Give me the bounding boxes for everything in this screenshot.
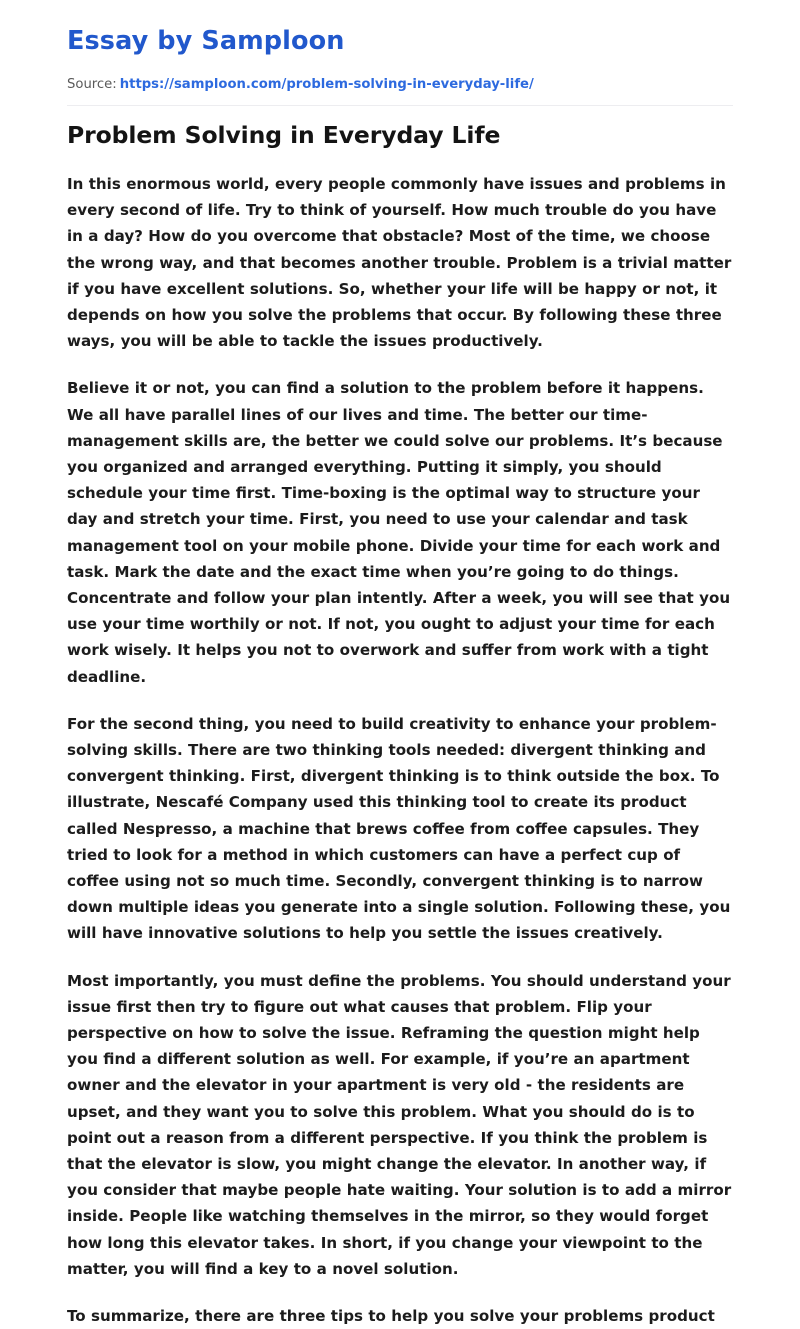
paragraph: In this enormous world, every people commonly have issues and problems in every second of life. Try to think of yourself. How much trouble do you have in a day? How do you overcome that obstacle? Most of the time, we choose the wrong way, and that becomes another trouble. Problem is a trivial matter if you have excellent solutions. So, whether your life will be happy or not, it depends on how you solve the problems that occur. By following these three ways, you will be able to tackle the issues productively. [67, 174, 732, 351]
paragraph: For the second thing, you need to build creativity to enhance your problem-solving skills. There are two thinking tools needed: divergent thinking and convergent thinking. First, divergent thinking is to think outside the box. To illustrate, Nescafé Company used this thinking tool to create its product called Nespresso, a machine that brews coffee from coffee capsules. They tried to look for a method in which customers can have a perfect cup of coffee using not so much time. Secondly, convergent thinking is to narrow down multiple ideas you generate into a single solution. Following these, you will have innovative solutions to help you settle the issues creatively. [67, 714, 731, 943]
site-header [67, 0, 733, 106]
source-line [67, 76, 733, 94]
site-brand[interactable]: Essay by Samploon [67, 26, 345, 56]
source-label: Source: [67, 76, 117, 92]
article-body [67, 171, 733, 1329]
source-url-link[interactable]: https://samploon.com/problem-solving-in-everyday-life/ [119, 76, 534, 92]
page-title: Problem Solving in Everyday Life [67, 121, 501, 150]
header-divider [67, 105, 733, 106]
paragraph: To summarize, there are three tips to help you solve your problems product [67, 1307, 715, 1326]
paragraph: Most importantly, you must define the problems. You should understand your issue first then try to figure out what causes that problem. Flip your perspective on how to solve the issue. Reframing the question might help you find a different solution as well. For example, if you’re an apartment owner and the elevator in your apartment is very old - the residents are upset, and they want you to solve this problem. What you should do is to point out a reason from a different perspective. If you think the problem is that the elevator is slow, you might change the elevator. In another way, if you consider that maybe people hate waiting. Your solution is to add a mirror inside. People like watching themselves in the mirror, so they would forget how long this elevator takes. In short, if you change your viewpoint to the matter, you will find a key to a novel solution. [67, 971, 732, 1278]
paragraph: Believe it or not, you can find a solution to the problem before it happens. We all have parallel lines of our lives and time. The better our time-management skills are, the better we could solve our problems. It’s because you organized and arranged everything. Putting it simply, you should schedule your time first. Time-boxing is the optimal way to structure your day and stretch your time. First, you need to use your calendar and task management tool on your mobile phone. Divide your time for each work and task. Mark the date and the exact time when you’re going to do things. Concentrate and follow your plan intently. After a week, you will see that you use your time worthily or not. If not, you ought to adjust your time for each work wisely. It helps you not to overwork and suffer from work with a tight deadline. [67, 379, 731, 686]
